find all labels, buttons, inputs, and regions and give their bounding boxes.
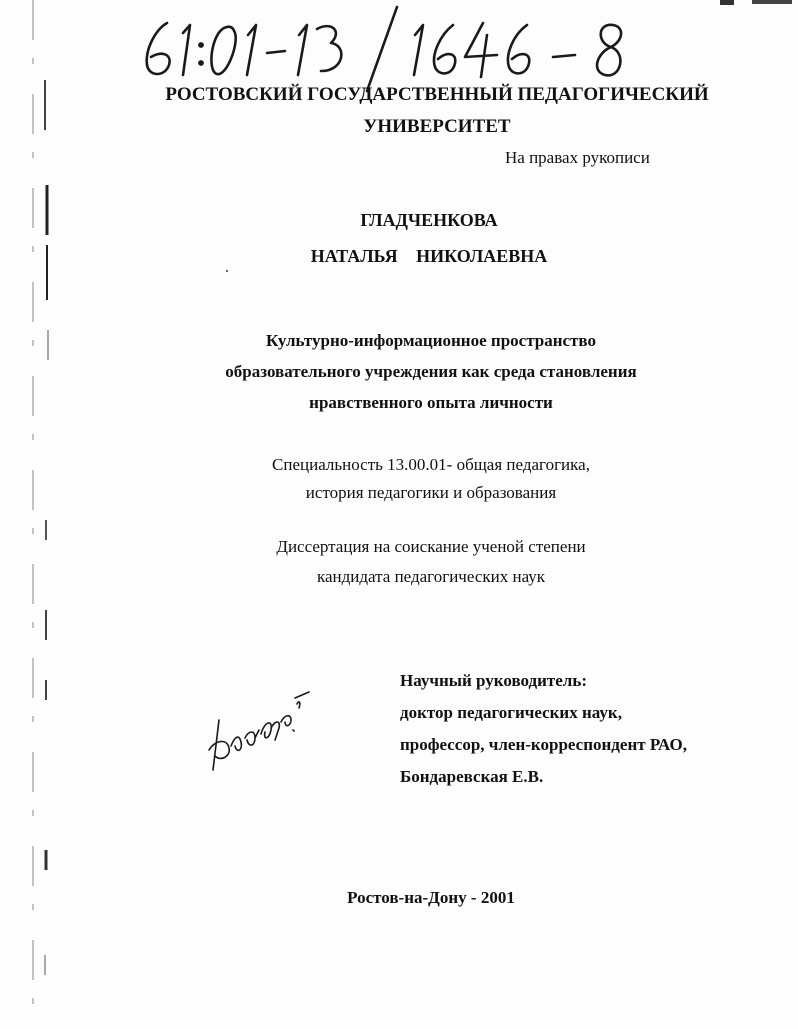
university-name-line2: УНИВЕРСИТЕТ	[363, 116, 511, 137]
dissertation-title-line2: образовательного учреждения как среда становления	[225, 362, 637, 381]
scan-speck	[226, 270, 228, 272]
advisor-degree: доктор педагогических наук,	[400, 703, 622, 722]
university-name-line1: РОСТОВСКИЙ ГОСУДАРСТВЕННЫЙ ПЕДАГОГИЧЕСКИЙ	[165, 84, 709, 105]
advisor-name: Бондаревская Е.В.	[400, 767, 544, 786]
archive-code-handwritten	[135, 5, 655, 95]
place-and-year: Ростов-на-Дону - 2001	[347, 888, 515, 907]
dissertation-title-line3: нравственного опыта личности	[309, 393, 553, 412]
specialty-line2: история педагогики и образования	[305, 483, 557, 502]
degree-line1: Диссертация на соискание ученой степени	[276, 537, 586, 556]
manuscript-rights-note: На правах рукописи	[505, 148, 650, 167]
degree-line2: кандидата педагогических наук	[316, 567, 546, 586]
handwritten-signature	[205, 690, 315, 780]
advisor-heading: Научный руководитель:	[400, 671, 587, 690]
author-given-names: НАТАЛЬЯ НИКОЛАЕВНА	[310, 246, 548, 266]
scan-corner-mark	[712, 0, 798, 12]
specialty-line1: Специальность 13.00.01- общая педагогика,	[272, 455, 590, 474]
author-surname: ГЛАДЧЕНКОВА	[360, 210, 498, 230]
scan-edge-artifacts	[28, 0, 58, 1029]
advisor-position: профессор, член-корреспондент РАО,	[400, 735, 687, 754]
dissertation-title-line1: Культурно-информационное пространство	[266, 331, 596, 350]
